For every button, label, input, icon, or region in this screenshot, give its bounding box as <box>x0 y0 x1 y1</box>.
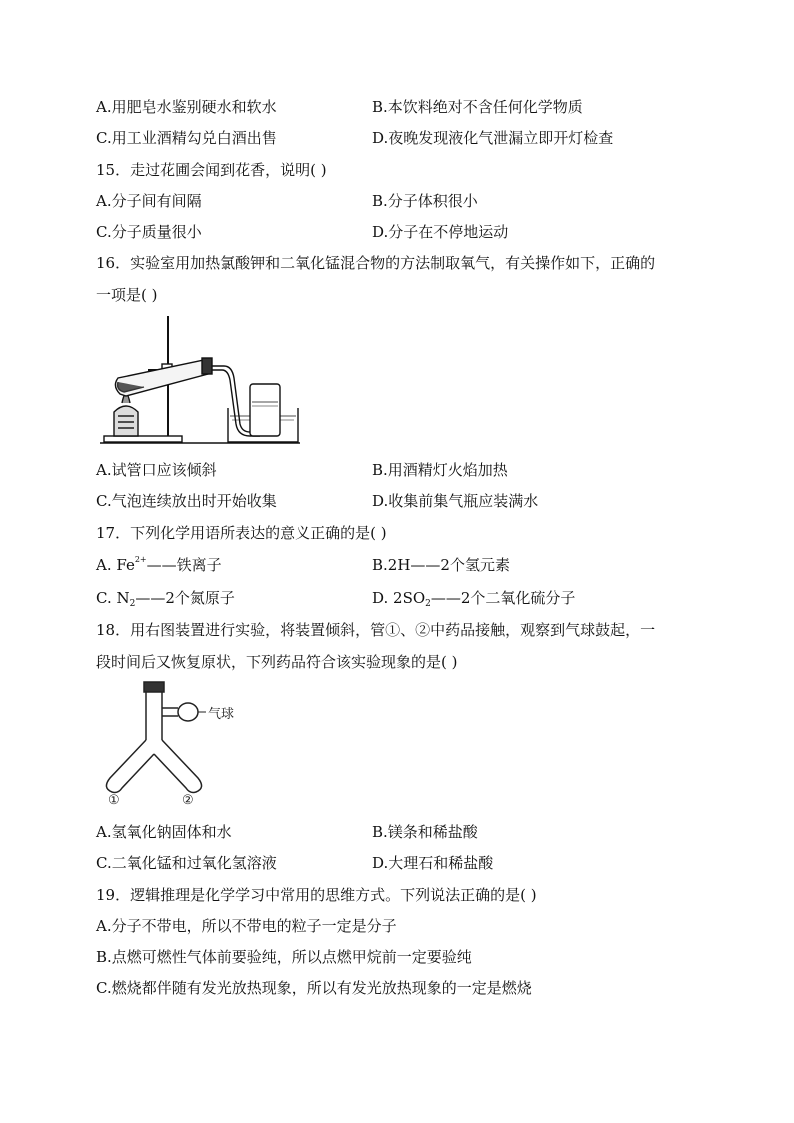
q15-option-b: B.分子体积很小 <box>372 192 478 210</box>
q16-option-c: C.气泡连续放出时开始收集 <box>96 492 277 510</box>
q18-stem-line1: 18．用右图装置进行实验，将装置倾斜，管①、②中药品接触，观察到气球鼓起，一 <box>96 621 656 639</box>
q17-option-a-charge: 2+ <box>134 555 147 564</box>
balloon-label: 气球 <box>208 707 235 722</box>
q17-option-d-subscript: 2 <box>425 599 431 609</box>
q16-option-d: D.收集前集气瓶应装满水 <box>372 492 539 510</box>
q14-option-d: D.夜晚发现液化气泄漏立即开灯检查 <box>372 129 614 147</box>
q14-option-a: A.用肥皂水鉴别硬水和软水 <box>96 98 277 116</box>
q17-option-c-meaning: ——2个氮原子 <box>135 589 235 607</box>
q15-stem: 15．走过花圃会闻到花香，说明( ) <box>96 161 327 179</box>
q17-option-c-formula: C. N <box>96 589 130 607</box>
q17-option-a <box>96 555 222 575</box>
tube-2-label: ② <box>182 793 194 808</box>
y-tube-balloon-figure <box>100 680 270 808</box>
q17-option-d-meaning: ——2个二氧化硫分子 <box>430 589 576 607</box>
q18-option-d: D.大理石和稀盐酸 <box>372 854 494 872</box>
tube-1-label: ① <box>108 793 120 808</box>
q14-option-c: C.用工业酒精勾兑白酒出售 <box>96 129 277 147</box>
q16-stem-line2: 一项是( ) <box>96 286 158 304</box>
q18-option-b: B.镁条和稀盐酸 <box>372 823 478 841</box>
q17-option-a-formula: A. Fe <box>96 556 135 574</box>
q18-option-a: A.氢氧化钠固体和水 <box>96 823 232 841</box>
q15-option-a: A.分子间有间隔 <box>96 192 202 210</box>
q17-option-d-formula: D. 2SO <box>372 589 426 607</box>
q17-stem: 17．下列化学用语所表达的意义正确的是( ) <box>96 524 387 542</box>
q16-option-a: A.试管口应该倾斜 <box>96 461 217 479</box>
q19-stem: 19．逻辑推理是化学学习中常用的思维方式。下列说法正确的是( ) <box>96 886 537 904</box>
q17-option-b: B.2H——2个氢元素 <box>372 556 510 574</box>
q17-option-c-subscript: 2 <box>129 599 136 609</box>
q17-option-d <box>372 588 575 608</box>
q17-option-a-meaning: ——铁离子 <box>146 556 222 574</box>
q16-stem-line1: 16．实验室用加热氯酸钾和二氧化锰混合物的方法制取氧气，有关操作如下，正确的 <box>96 254 656 272</box>
q19-option-a: A.分子不带电，所以不带电的粒子一定是分子 <box>96 917 397 935</box>
q16-option-b: B.用酒精灯火焰加热 <box>372 461 508 479</box>
oxygen-apparatus-figure <box>100 312 310 447</box>
q19-option-c: C.燃烧都伴随有发光放热现象，所以有发光放热现象的一定是燃烧 <box>96 979 532 997</box>
q15-option-d: D.分子在不停地运动 <box>372 223 509 241</box>
q14-option-b: B.本饮料绝对不含任何化学物质 <box>372 98 583 116</box>
q18-option-c: C.二氧化锰和过氧化氢溶液 <box>96 854 277 872</box>
q15-option-c: C.分子质量很小 <box>96 223 202 241</box>
q17-option-c <box>96 588 235 608</box>
q18-stem-line2: 段时间后又恢复原状，下列药品符合该实验现象的是( ) <box>96 653 458 671</box>
q19-option-b: B.点燃可燃性气体前要验纯，所以点燃甲烷前一定要验纯 <box>96 948 472 966</box>
